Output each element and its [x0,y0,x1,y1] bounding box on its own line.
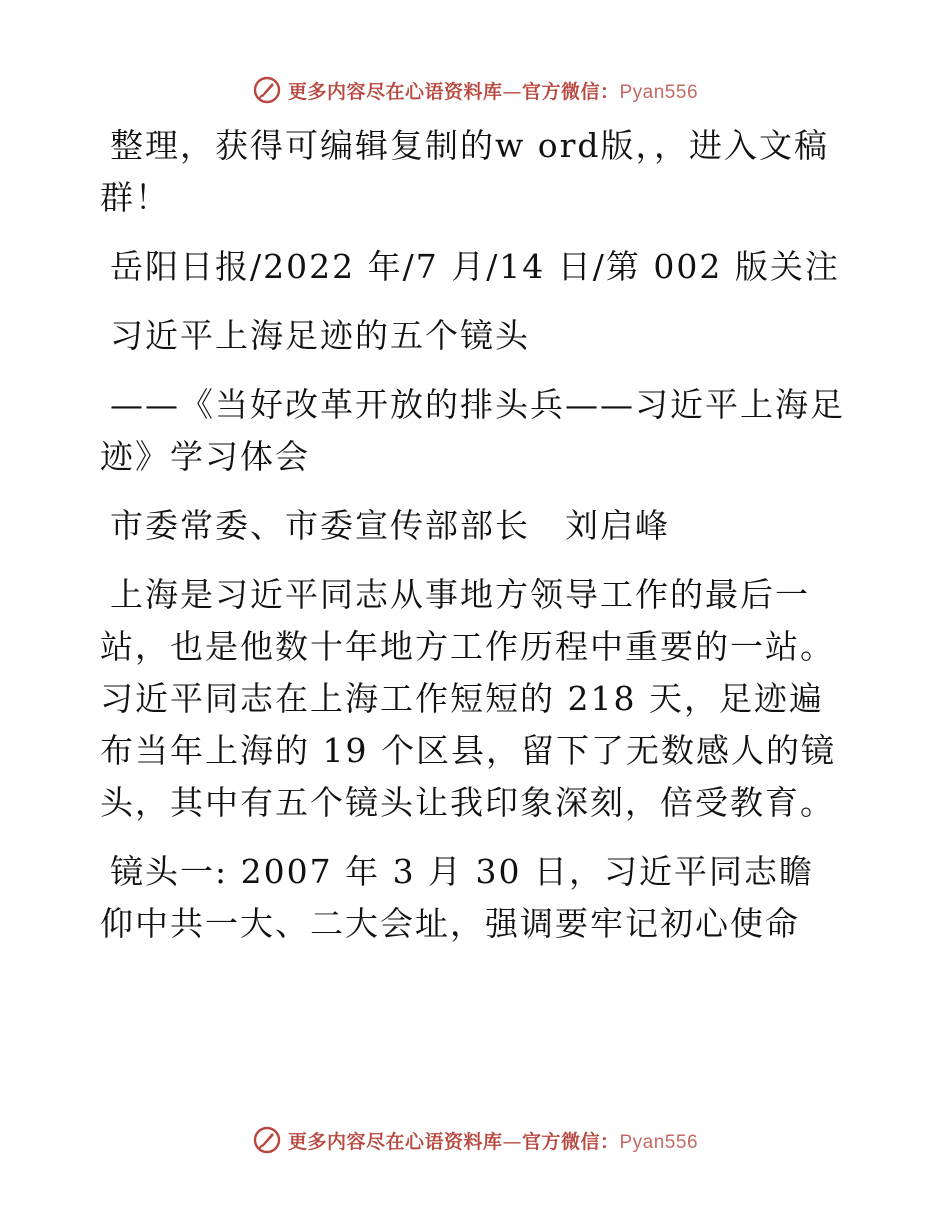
section-heading: 镜头一: 2007 年 3 月 30 日，习近平同志瞻仰中共一大、二大会址，强调要牢记初心使命 [100,852,815,943]
article-subtitle: ——《当好改革开放的排头兵——习近平上海足迹》学习体会 [100,385,845,476]
watermark-wechat-id: Pyan556 [619,81,699,103]
quill-logo-icon [252,75,282,105]
document-body [100,120,845,967]
watermark-footer [0,1120,950,1160]
watermark-wechat-id: Pyan556 [619,1131,699,1153]
watermark-dash: — [502,80,522,103]
watermark-main-text: 更多内容尽在心语资料库 [287,1130,503,1153]
intro-note: 整理，获得可编辑复制的w ord版，，进入文稿群！ [100,126,830,217]
author-line: 市委常委、市委宣传部部长 刘启峰 [110,506,670,545]
watermark-dash: — [502,1130,522,1153]
body-paragraph: 上海是习近平同志从事地方领导工作的最后一站，也是他数十年地方工作历程中重要的一站。习近平同志在上海工作短短的 218 天，足迹遍布当年上海的 19 个区县，留下了无数感人的镜头，其中有五个镜头让我印象深刻，倍受教育。 [100,575,836,822]
quill-logo-icon [252,1125,282,1155]
watermark-main-text: 更多内容尽在心语资料库 [287,80,503,103]
watermark-wechat-label: 官方微信： [521,80,620,103]
watermark-header [0,70,950,110]
source-line: 岳阳日报/2022 年/7 月/14 日/第 002 版关注 [110,247,840,286]
article-title: 习近平上海足迹的五个镜头 [110,316,530,355]
watermark-wechat-label: 官方微信： [521,1130,620,1153]
